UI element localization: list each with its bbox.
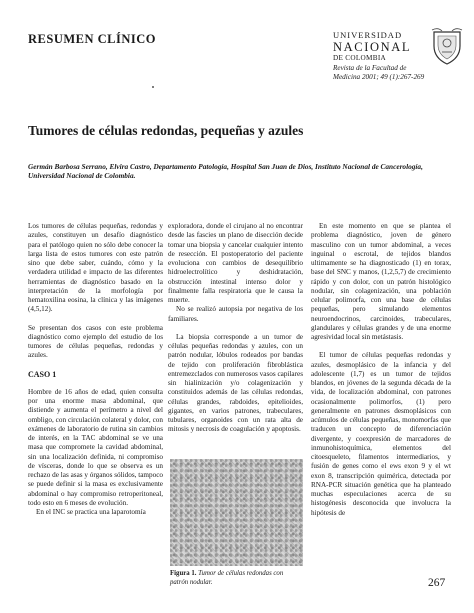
paragraph: No se realizó autopsia por negativa de los familiares. — [168, 305, 303, 323]
university-line-1: UNIVERSIDAD — [333, 30, 403, 40]
paragraph: La biopsia corresponde a un tumor de células pequeñas redondas y azules, con un patrón nodular, lóbulos rodeados por bandas de tejido con proliferación fibroblástica entremezclados con numerosos vasos capilares sin hialinización y/o colagenización y constituidos además de las células redondas, células grandes, rabdoides, epitelioides, gigantes, en varios patrones, trabeculares, tubulares, organoides con un rata alta de mitosis y necrosis de coagulación y apoptosis. — [168, 332, 303, 434]
paragraph: En este momento en que se plantea el problema diagnóstico, joven de género masculino con un tumor abdominal, a veces inguinal o escrotal, de tejidos blandos ultimamente se ha diagnosticado (1) en torax, base del SNC y manos, (1,2,5,7) de crecimiento rápido y con dolor, con un patrón histológico nodular, sin colagenización, una población celular polimorfa, con una base de células pequeñas, pero simulando elementos neuroendocrinos, carcinoides, trabeculares, glandulares y células grandes y de una enorme agresividad local sin metástasis. — [311, 222, 451, 341]
journal-line-1: Revista de la Facultad de — [333, 64, 407, 72]
paragraph: exploradora, donde el cirujano al no encontrar desde las fascies un plano de disección decide tomar una biopsia y cancelar cualquier intento de resección. El postoperatorio del paciente evoluciona con cambios de desequilibrio hidroelectrolítico y deshidratación, obstrucción intestinal intenso dolor y finalmente falla respiratoria que le causa la muerte. — [168, 222, 303, 304]
case-heading: CASO 1 — [28, 369, 57, 379]
paragraph: El tumor de células pequeñas redondas y azules, desmoplásico de la infancia y del adolescente (1,7) es un tumor de tejidos blandos, en jóvenes de la segunda década de la vida, de localización abdominal, con patrones ocasionalmente polimorfos, (1) pero generalmente en patrones desmoplásicos con acúmulos de células pequeñas, monomorfas que traducen un concepto de diferenciación divergente, y coexpresión de marcadores de inmunohistoquímica, elementos del citoesqueleto, filamentos intermediarios, y fusión de genes como el ews exon 9 y el wt exon 8, transcripción quimérica, detectada por RNA-PCR situación genética que ha planteado muchas especulaciones acerca de su histogénesis desconocida que involucra la hipótesis de — [311, 351, 451, 517]
article-authors: Germán Barbosa Serrano, Elvira Castro, Departamento Patología, Hospital San Juan de Dios, Instituto Nacional de Cancerología, Universidad Nacional de Colombia. — [28, 162, 423, 181]
figure-label: Figura 1. — [170, 570, 197, 577]
paragraph: Hombre de 16 años de edad, quien consulta por una enorme masa abdominal, que distiende y aumenta el perímetro a nivel del ombligo, con circulación colateral y dolor, con exámenes de laboratorio de rutina sin cambios de interés, en la TAC abdominal se ve una masa que compromete la cavidad abdominal, sin una localización definida, ni compromiso de vísceras, donde lo que se observa es un rechazo de las asas y órganos sólidos, tampoco se puede definir si la masa es exclusivamente abdominal o hay compromiso retroperitoneal, todo esto en 6 meses de evolución. — [28, 387, 163, 507]
university-shield-icon — [430, 26, 464, 66]
journal-line-2: Medicina 2001; 49 (1):267-269 — [333, 73, 425, 81]
university-line-2: NACIONAL — [333, 40, 412, 54]
university-line-3: DE COLOMBIA — [333, 54, 387, 62]
text-column-3 — [311, 222, 451, 527]
figure-caption — [170, 570, 303, 587]
text-column-1 — [28, 222, 163, 526]
figure-caption-text: Tumor de células redondas con patrón nodular. — [170, 570, 284, 586]
paragraph: Se presentan dos casos con este problema diagnóstico como ejemplo del estudio de los tumores de células pequeñas, redondas y azules. — [28, 323, 163, 360]
histology-figure-image — [170, 459, 303, 566]
page-number: 267 — [428, 577, 446, 589]
text-column-2 — [168, 222, 303, 444]
paragraph: En el INC se practica una laparotomía — [36, 508, 146, 516]
dot-mark — [152, 86, 154, 88]
journal-citation — [333, 64, 465, 82]
article-title: Tumores de células redondas, pequeñas y azules — [28, 123, 304, 138]
paragraph: Los tumores de células pequeñas, redondas y azules, constituyen un desafío diagnóstico para el patólogo quien no sólo debe conocer la larga lista de estos tumores con este patrón sino que debe saber, cuándo, cómo y la verdadera utilidad e impacto de las diferentes herramientas de diagnóstico basado en la interpretación de la morfología por hematoxilina eosina, la clínica y las imágenes (4,5,12). — [28, 222, 163, 314]
section-label: RESUMEN CLÍNICO — [28, 32, 157, 46]
